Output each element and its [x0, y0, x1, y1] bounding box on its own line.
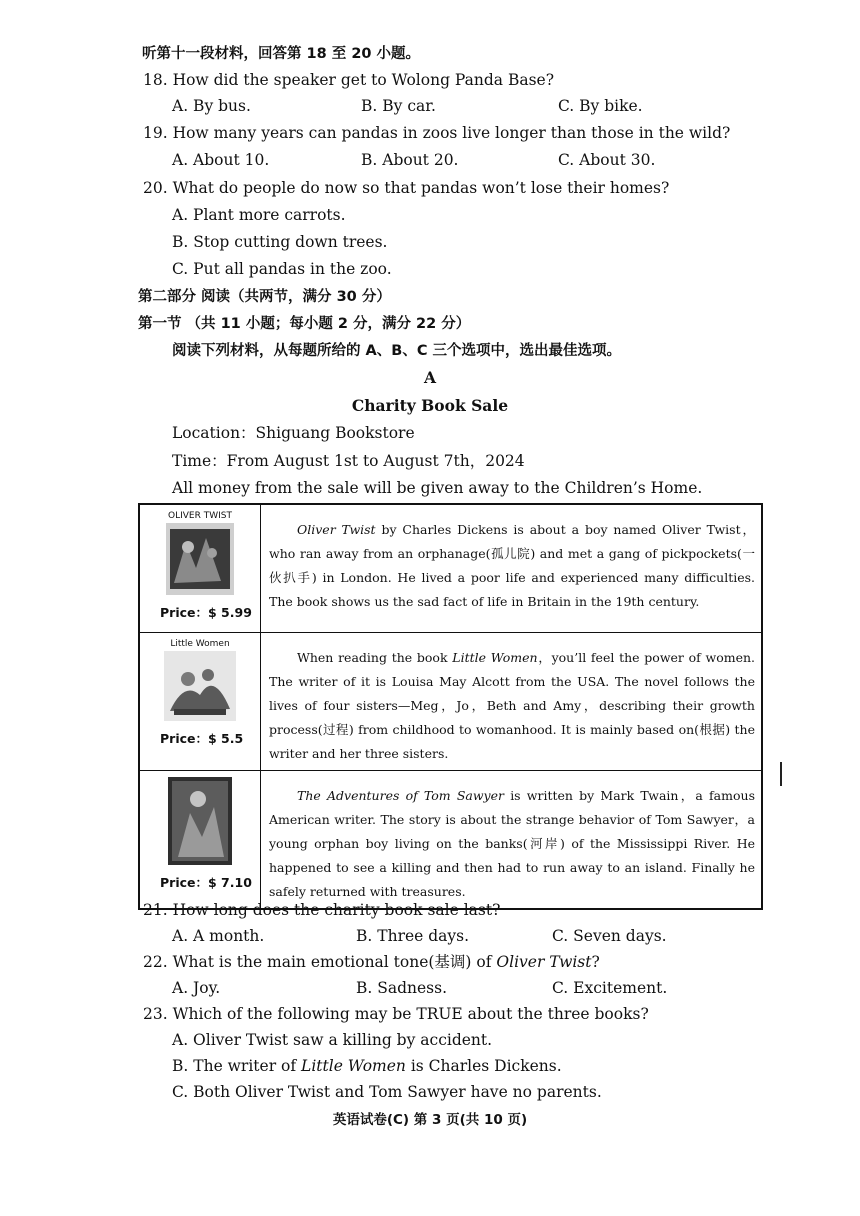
question-22-option-b: B. Sadness.	[356, 979, 448, 997]
book-row	[139, 504, 762, 632]
question-19-option-c: C. About 30.	[558, 151, 656, 169]
book-description-text: by Charles Dickens is about a boy named Oliver Twist，who ran away from an orphanage(孤儿院) and met a gang of pickpockets(一伙扒手) in London. He lived a poor life and experienced many difficulties. The book shows us the sad fact of life in Britain in the 19th century.	[269, 522, 755, 609]
book-cover-title: OLIVER TWIST	[168, 511, 232, 521]
question-23-option-b-end: is Charles Dickens.	[405, 1057, 562, 1075]
book-description-text: ，you’ll feel the power of women. The writer of it is Louisa May Alcott from the USA. The novel follows the lives of four sisters—Meg，Jo，Beth and Amy，describing their growth process(过程) from childhood to womanhood. It is mainly based on(根据) the writer and her three sisters.	[269, 649, 756, 761]
section1-title: 第一节 （共 11 小题；每小题 2 分，满分 22 分）	[138, 316, 471, 332]
instructions: 阅读下列材料，从每题所给的 A、B、C 三个选项中，选出最佳选项。	[172, 343, 622, 359]
book-description	[261, 504, 763, 632]
passage-letter: A	[423, 368, 437, 387]
question-23-option-a: A. Oliver Twist saw a killing by accident.	[172, 1031, 493, 1049]
book-cover-cell	[139, 632, 261, 770]
sale-location: Location：Shiguang Bookstore	[172, 424, 415, 442]
question-20-stem: 20. What do people do now so that pandas won’t lose their homes?	[143, 179, 670, 197]
book-title: The Adventures of Tom Sawyer	[297, 787, 504, 803]
book-price: Price：$ 5.5	[160, 730, 244, 746]
question-18-option-b: B. By car.	[361, 97, 436, 115]
margin-mark	[780, 762, 782, 786]
question-22-stem-book-title: Oliver Twist	[496, 953, 592, 971]
book-cover-cell	[139, 504, 261, 632]
question-18-option-a: A. By bus.	[172, 97, 251, 115]
book-price: Price：$ 7.10	[160, 874, 252, 890]
book-cover-cell	[139, 770, 261, 909]
listening-intro: 听第十一段材料，回答第 18 至 20 小题。	[142, 46, 421, 62]
question-21-option-c: C. Seven days.	[552, 927, 667, 945]
book-price: Price：$ 5.99	[160, 605, 252, 620]
question-19-option-a: A. About 10.	[172, 151, 270, 169]
passage-title: Charity Book Sale	[351, 396, 509, 415]
book-row	[139, 770, 762, 909]
book-description	[261, 632, 763, 770]
question-18-stem: 18. How did the speaker get to Wolong Panda Base?	[143, 71, 555, 89]
question-22-stem-text: 22. What is the main emotional tone(基调) of	[143, 953, 497, 971]
book-row	[139, 632, 762, 770]
question-23-option-b	[172, 1056, 562, 1076]
little-women-cover-image	[164, 651, 236, 721]
book-description-intro: When reading the book	[297, 649, 453, 665]
book-table	[138, 503, 763, 910]
question-23-option-b-text: B. The writer of	[172, 1057, 302, 1075]
question-20-option-a: A. Plant more carrots.	[172, 206, 346, 224]
book-title: Little Women	[452, 649, 538, 665]
book-title: Oliver Twist	[297, 522, 376, 537]
sale-time: Time：From August 1st to August 7th，2024	[172, 452, 525, 470]
question-21-option-b: B. Three days.	[356, 927, 470, 945]
question-22-option-c: C. Excitement.	[552, 979, 668, 997]
question-21-option-a: A. A month.	[172, 927, 265, 945]
question-23-option-b-book-title: Little Women	[301, 1057, 406, 1075]
tom-sawyer-cover-image	[168, 777, 232, 865]
question-22-stem-end: ?	[591, 953, 600, 971]
question-19-option-b: B. About 20.	[361, 151, 459, 169]
book-cover-title: Little Women	[170, 638, 230, 649]
sale-money-note: All money from the sale will be given away to the Children’s Home.	[172, 479, 703, 497]
question-20-option-c: C. Put all pandas in the zoo.	[172, 260, 392, 278]
question-23-option-c: C. Both Oliver Twist and Tom Sawyer have no parents.	[172, 1083, 602, 1101]
question-18-option-c: C. By bike.	[558, 97, 643, 115]
question-19-stem: 19. How many years can pandas in zoos live longer than those in the wild?	[143, 124, 731, 142]
page-footer: 英语试卷(C) 第 3 页(共 10 页)	[332, 1112, 528, 1128]
question-20-option-b: B. Stop cutting down trees.	[172, 233, 388, 251]
book-description-text: is written by Mark Twain，a famous American writer. The story is about the strange behavior of Tom Sawyer，a young orphan boy living on the banks(河岸) of the Mississippi River. He happened to see a killing and then had to run away to an island. Finally he safely returned with treasures.	[269, 787, 755, 899]
question-23-stem: 23. Which of the following may be TRUE about the three books?	[143, 1005, 649, 1023]
part2-title: 第二部分 阅读（共两节，满分 30 分）	[138, 289, 391, 305]
question-21-stem: 21. How long does the charity book sale last?	[143, 901, 501, 919]
oliver-twist-cover-image	[166, 523, 234, 595]
book-description	[261, 770, 763, 909]
question-22-stem	[143, 952, 600, 972]
question-22-option-a: A. Joy.	[172, 979, 221, 997]
